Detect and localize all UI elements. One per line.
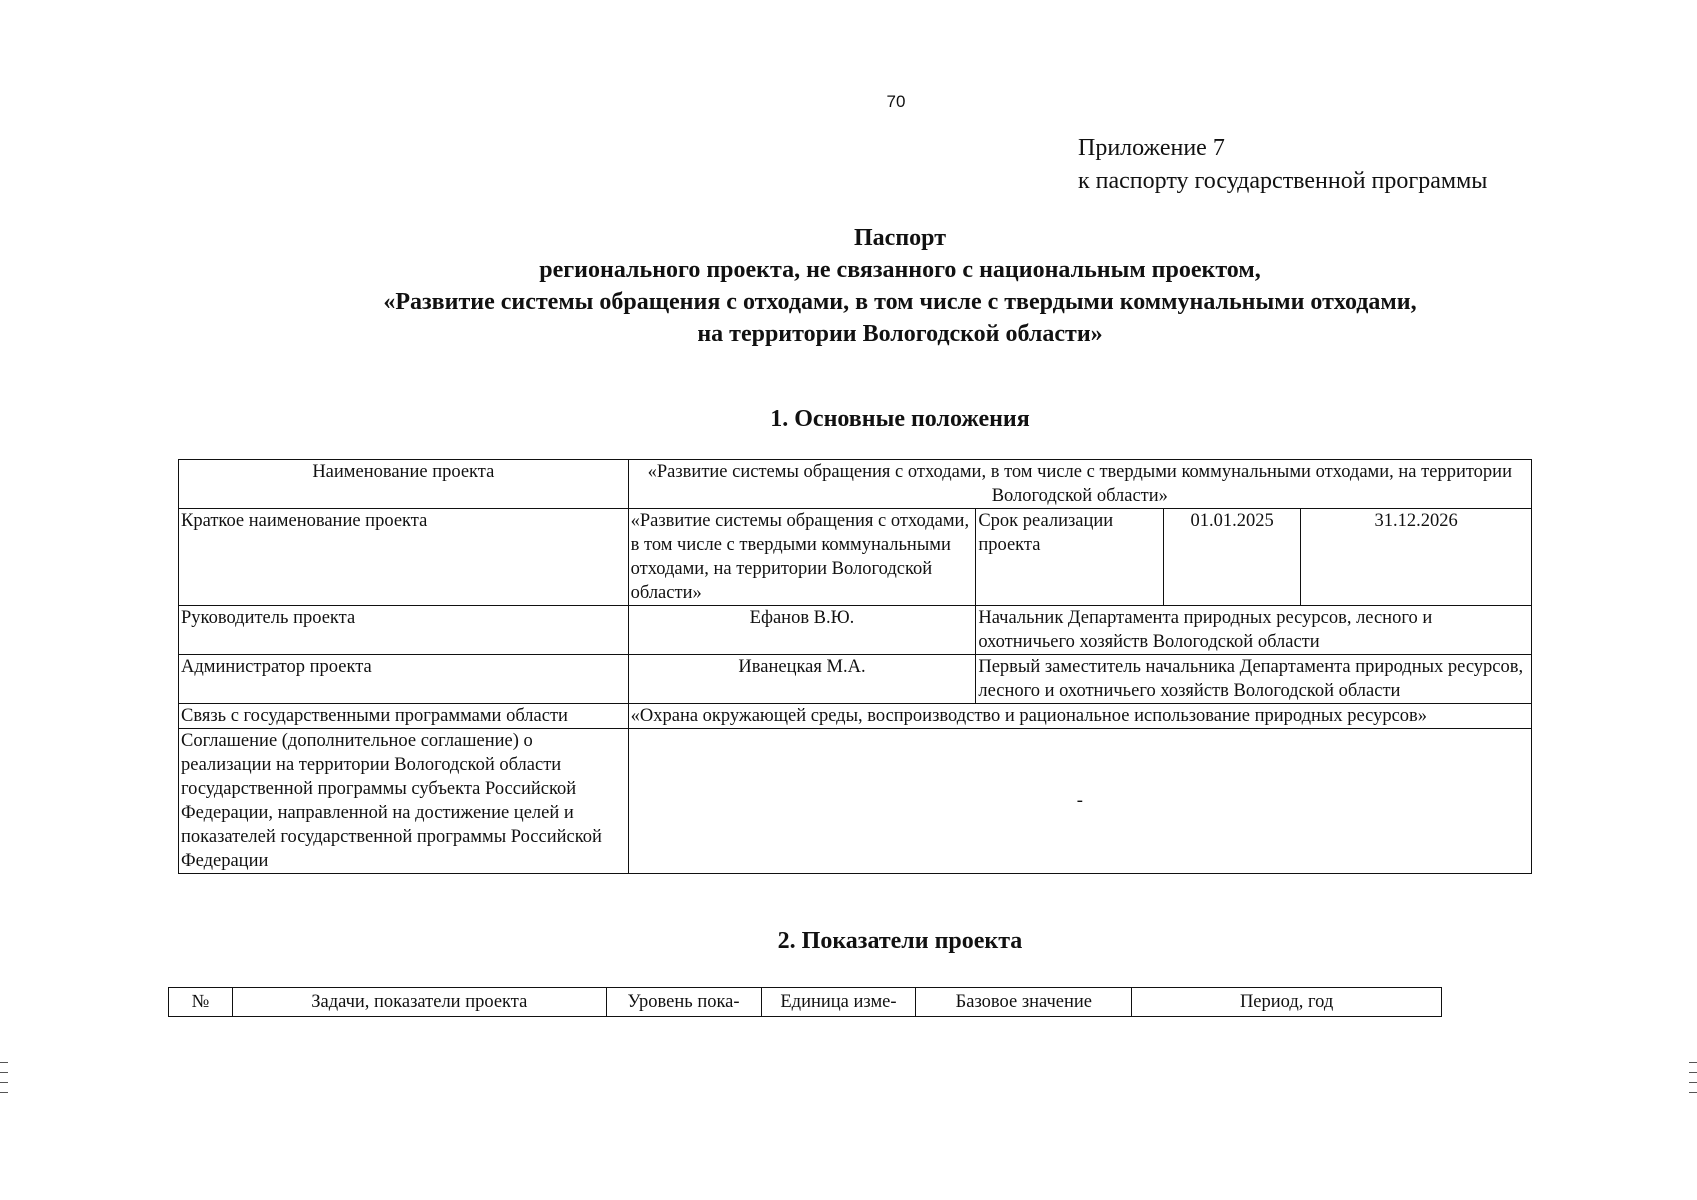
right-margin-mark — [1689, 1062, 1697, 1063]
program-link-label: Связь с государственными программами области — [179, 704, 629, 729]
table-row — [179, 704, 1532, 729]
col-level: Уровень пока- — [606, 988, 761, 1017]
term-label: Срок реализации проекта — [976, 509, 1164, 606]
head-label: Руководитель проекта — [179, 606, 629, 655]
appendix-line-1: Приложение 7 — [1078, 135, 1225, 161]
col-unit: Единица изме- — [761, 988, 916, 1017]
col-period: Период, год — [1132, 988, 1442, 1017]
col-number: № — [169, 988, 233, 1017]
project-name-label: Наименование проекта — [179, 460, 629, 509]
title-line-2: регионального проекта, не связанного с национальным проектом, — [539, 257, 1261, 283]
short-name-value: «Развитие системы обращения с отходами, в том числе с твердыми коммунальными отходами, на территории Вологодской области» — [628, 509, 976, 606]
agreement-value: - — [628, 729, 1531, 874]
left-margin-mark — [0, 1062, 8, 1063]
admin-label: Администратор проекта — [179, 655, 629, 704]
head-name: Ефанов В.Ю. — [628, 606, 976, 655]
title-line-1: Паспорт — [854, 225, 946, 251]
end-date: 31.12.2026 — [1301, 509, 1532, 606]
table-row — [179, 655, 1532, 704]
admin-name: Иванецкая М.А. — [628, 655, 976, 704]
title-line-3: «Развитие системы обращения с отходами, в том числе с твердыми коммунальными отходами, — [383, 289, 1417, 315]
start-date: 01.01.2025 — [1164, 509, 1301, 606]
table-row — [179, 509, 1532, 606]
indicators-table — [168, 987, 1442, 1017]
short-name-label: Краткое наименование проекта — [179, 509, 629, 606]
left-margin-mark — [0, 1082, 8, 1083]
document-title — [180, 222, 1620, 350]
right-margin-mark — [1689, 1092, 1697, 1093]
main-provisions-table — [178, 459, 1532, 874]
admin-position: Первый заместитель начальника Департамента природных ресурсов, лесного и охотничьего хозяйств Вологодской области — [976, 655, 1532, 704]
appendix-note — [1078, 132, 1487, 198]
project-name-value: «Развитие системы обращения с отходами, в том числе с твердыми коммунальными отходами, на территории Вологодской области» — [628, 460, 1531, 509]
col-tasks: Задачи, показатели проекта — [232, 988, 606, 1017]
table-header-row — [169, 988, 1442, 1017]
head-position: Начальник Департамента природных ресурсов, лесного и охотничьего хозяйств Вологодской области — [976, 606, 1532, 655]
section-1-heading: 1. Основные положения — [770, 406, 1030, 432]
agreement-label: Соглашение (дополнительное соглашение) о реализации на территории Вологодской области государственной программы субъекта Российской Федерации, направленной на достижение целей и показателей государственной программы Российской Федерации — [179, 729, 629, 874]
table-row — [179, 460, 1532, 509]
table-row — [179, 729, 1532, 874]
left-margin-mark — [0, 1072, 8, 1073]
title-line-4: на территории Вологодской области» — [697, 321, 1103, 347]
section-2-heading: 2. Показатели проекта — [777, 928, 1023, 954]
col-base-value: Базовое значение — [916, 988, 1132, 1017]
appendix-line-2: к паспорту государственной программы — [1078, 168, 1488, 194]
right-margin-mark — [1689, 1082, 1697, 1083]
page-number: 70 — [886, 92, 906, 111]
left-margin-mark — [0, 1092, 8, 1093]
right-margin-mark — [1689, 1072, 1697, 1073]
table-row — [179, 606, 1532, 655]
program-link-value: «Охрана окружающей среды, воспроизводство и рациональное использование природных ресурсов» — [628, 704, 1531, 729]
